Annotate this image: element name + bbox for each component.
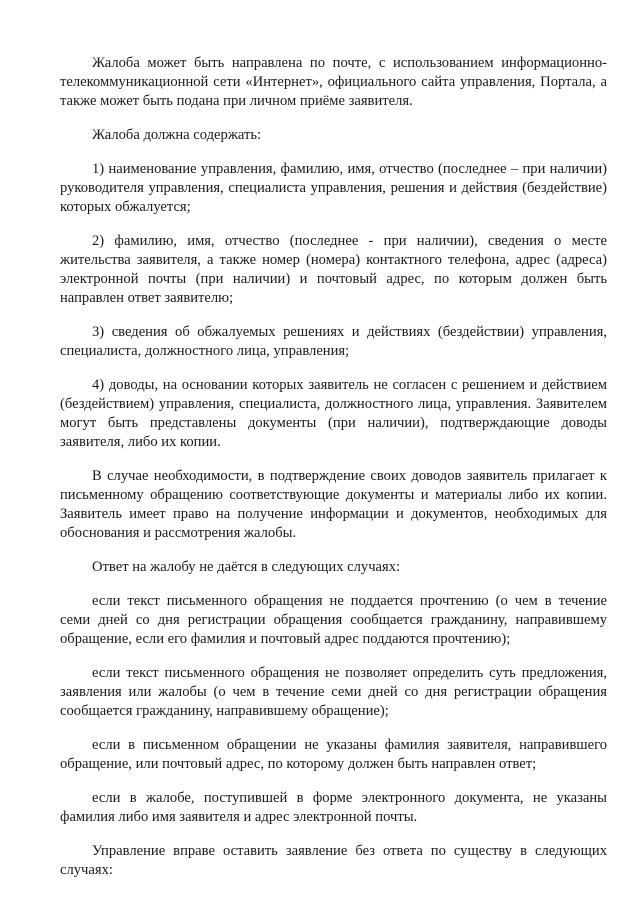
paragraph-item-3: 3) сведения об обжалуемых решениях и действиях (бездействии) управления, специалиста, должностного лица, управления; — [60, 324, 607, 359]
paragraph-leave-without-answer: Управление вправе оставить заявление без ответа по существу в следующих случаях: — [60, 843, 607, 878]
paragraph-case-no-name-address: если в письменном обращении не указаны фамилия заявителя, направившего обращение, или почтовый адрес, по которому должен быть направлен ответ; — [60, 737, 607, 772]
paragraph-no-response-intro: Ответ на жалобу не даётся в следующих случаях: — [92, 559, 401, 575]
paragraph-item-4: 4) доводы, на основании которых заявитель не согласен с решением и действием (бездействием) управления, специалиста, должностного лица, управления. Заявителем могут быть представлены документы (при наличии), подтверждающие доводы заявителя, либо их копии. — [60, 377, 607, 450]
paragraph-supporting-documents: В случае необходимости, в подтверждение своих доводов заявитель прилагает к письменному обращению соответствующие документы и материалы либо их копии. Заявитель имеет право на получение информации и документов, необходимых для обоснования и рассмотрения жалобы. — [60, 468, 607, 541]
paragraph-case-unreadable: если текст письменного обращения не поддается прочтению (о чем в течение семи дней со дня регистрации обращения сообщается гражданину, направившему обращение, если его фамилия и почтовый адрес поддаются прочтению); — [60, 593, 607, 647]
paragraph-case-unclear: если текст письменного обращения не позволяет определить суть предложения, заявления или жалобы (о чем в течение семи дней со дня регистрации обращения сообщается гражданину, направившему обращение); — [60, 665, 607, 719]
paragraph-item-2: 2) фамилию, имя, отчество (последнее - при наличии), сведения о месте жительства заявителя, а также номер (номера) контактного телефона, адрес (адреса) электронной почты (при наличии) и почтовый адрес, по которым должен быть направлен ответ заявителю; — [60, 233, 607, 306]
paragraph-item-1: 1) наименование управления, фамилию, имя, отчество (последнее – при наличии) руководителя управления, специалиста управления, решения и действия (бездействие) которых обжалуется; — [60, 161, 607, 215]
paragraph-submission-methods: Жалоба может быть направлена по почте, с использованием информационно-телекоммуникационной сети «Интернет», официального сайта управления, Портала, а также может быть подана при личном приёме заявителя. — [60, 55, 607, 109]
paragraph-complaint-contents-intro: Жалоба должна содержать: — [92, 127, 262, 143]
paragraph-case-electronic: если в жалобе, поступившей в форме электронного документа, не указаны фамилия либо имя заявителя и адрес электронной почты. — [60, 790, 607, 825]
